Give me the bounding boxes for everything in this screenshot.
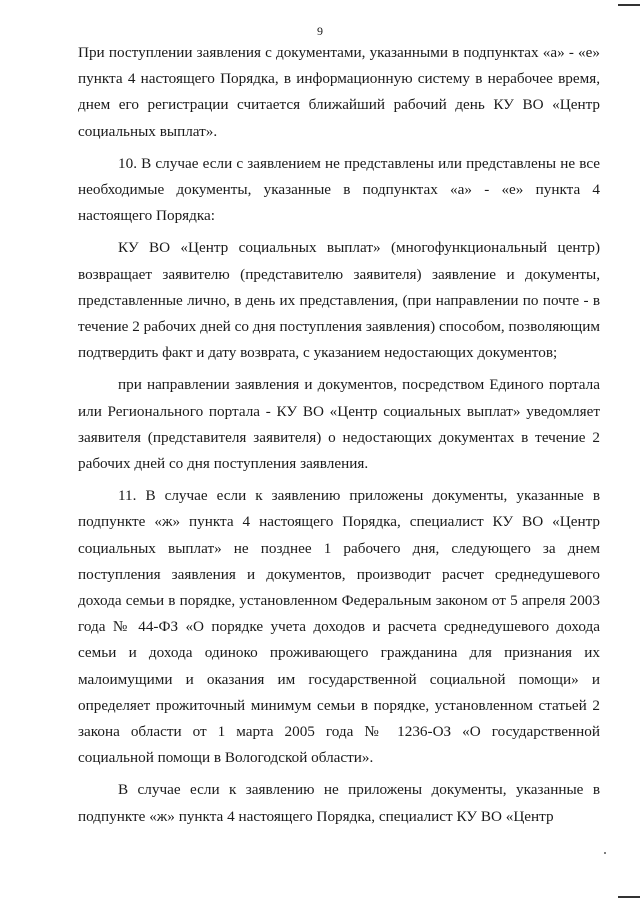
- paragraph-registration: При поступлении заявления с документами, указанными в подпунктах «а» - «е» пункта 4 настоящего Порядка, в информационную систему в нерабочее время, днем его регистрации считается ближайший рабочий день КУ ВО «Центр социальных выплат».: [78, 44, 600, 140]
- paragraph-item-11: 11. В случае если к заявлению приложены документы, указанные в подпункте «ж» пункта 4 настоящего Порядка, специалист КУ ВО «Центр социальных выплат» не позднее 1 рабочего дня, следующего за днем поступления заявления и документов, производит расчет среднедушевого дохода семьи в порядке, установленном Федеральным законом от 5 апреля 2003 года № 44-ФЗ «О порядке учета доходов и расчета среднедушевого дохода семьи и дохода одиноко проживающего гражданина для признания их малоимущими и оказания им государственной социальной помощи» и определяет прожиточный минимум семьи в порядке, установленном статьей 2 закона области от 1 марта 2005 года № 1236-ОЗ «О государственной социальной помощи в Вологодской области».: [78, 487, 600, 767]
- paragraph-item-10: 10. В случае если с заявлением не представлены или представлены не все необходимые документы, указанные в подпунктах «а» - «е» пункта 4 настоящего Порядка:: [78, 154, 600, 225]
- scan-edge-mark-bottom: [618, 896, 640, 898]
- paragraph-return-documents: КУ ВО «Центр социальных выплат» (многофункциональный центр) возвращает заявителю (представителю заявителя) заявление и документы, представленные лично, в день их представления, (при направлении по почте - в течение 2 рабочих дней со дня поступления заявления) способом, позволяющим подтвердить факт и дату возврата, с указанием недостающих документов;: [78, 239, 600, 362]
- paragraph-no-documents: В случае если к заявлению не приложены документы, указанные в подпункте «ж» пункта 4 настоящего Порядка, специалист КУ ВО «Центр: [78, 781, 600, 825]
- scan-edge-mark-top: [618, 4, 640, 6]
- scan-speck: [604, 852, 606, 854]
- page-number: 9: [317, 24, 323, 38]
- paragraph-portal-notice: при направлении заявления и документов, посредством Единого портала или Регионального портала - КУ ВО «Центр социальных выплат» уведомляет заявителя (представителя заявителя) о недостающих документах в течение 2 рабочих дней со дня поступления заявления.: [78, 376, 600, 473]
- document-body: [78, 40, 600, 836]
